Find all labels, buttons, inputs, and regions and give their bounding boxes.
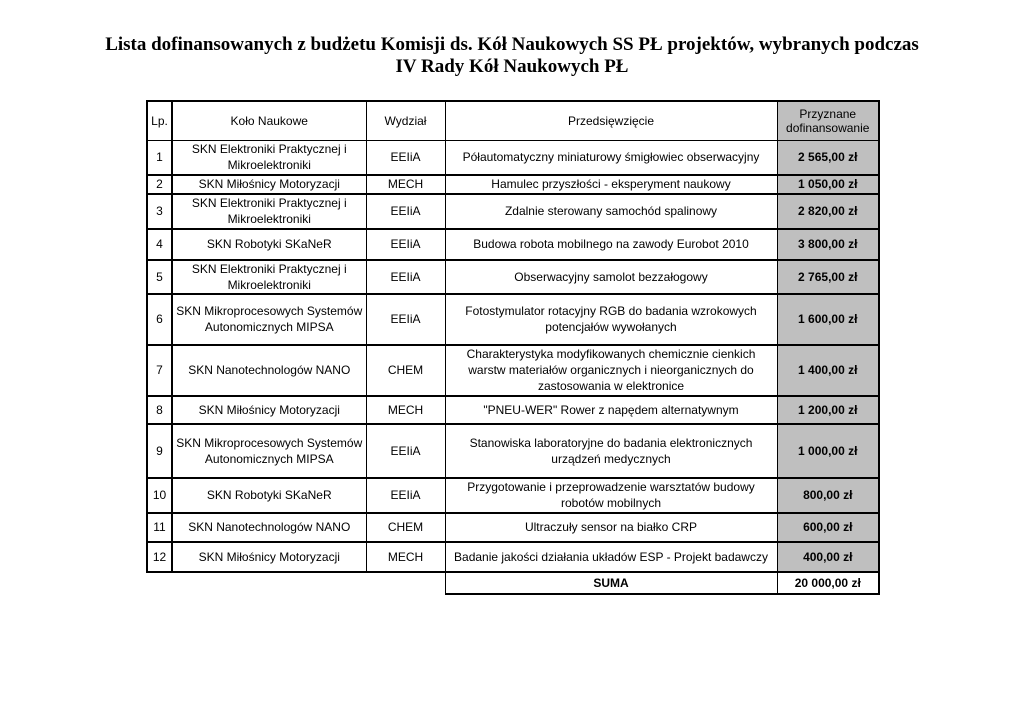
row-kolo: SKN Nanotechnologów NANO bbox=[172, 345, 366, 396]
row-przedsiewziecie: Budowa robota mobilnego na zawody Eurobot 2010 bbox=[445, 229, 777, 260]
row-lp: 7 bbox=[147, 345, 172, 396]
row-wydzial: CHEM bbox=[366, 513, 445, 542]
header-wydzial: Wydział bbox=[366, 101, 445, 141]
table-row bbox=[147, 345, 879, 396]
table-row bbox=[147, 194, 879, 229]
row-kolo: SKN Miłośnicy Motoryzacji bbox=[172, 542, 366, 572]
row-wydzial: CHEM bbox=[366, 345, 445, 396]
table-row bbox=[147, 424, 879, 478]
row-kolo: SKN Elektroniki Praktycznej i Mikroelektroniki bbox=[172, 141, 366, 175]
row-kolo: SKN Miłośnicy Motoryzacji bbox=[172, 175, 366, 194]
row-wydzial: EEIiA bbox=[366, 229, 445, 260]
row-kwota: 3 800,00 zł bbox=[777, 229, 879, 260]
table-header-row bbox=[147, 101, 879, 141]
title-line-2: IV Rady Kół Naukowych PŁ bbox=[395, 56, 629, 77]
row-przedsiewziecie: Hamulec przyszłości - eksperyment naukowy bbox=[445, 175, 777, 194]
row-przedsiewziecie: "PNEU-WER" Rower z napędem alternatywnym bbox=[445, 396, 777, 424]
row-lp: 10 bbox=[147, 478, 172, 513]
row-wydzial: EEIiA bbox=[366, 194, 445, 229]
row-przedsiewziecie: Półautomatyczny miniaturowy śmigłowiec obserwacyjny bbox=[445, 141, 777, 175]
row-przedsiewziecie: Zdalnie sterowany samochód spalinowy bbox=[445, 194, 777, 229]
funding-table bbox=[146, 100, 880, 595]
row-wydzial: MECH bbox=[366, 396, 445, 424]
row-wydzial: EEIiA bbox=[366, 478, 445, 513]
row-wydzial: EEIiA bbox=[366, 424, 445, 478]
sum-label: SUMA bbox=[445, 572, 777, 594]
row-kwota: 400,00 zł bbox=[777, 542, 879, 572]
row-przedsiewziecie: Obserwacyjny samolot bezzałogowy bbox=[445, 260, 777, 294]
row-przedsiewziecie: Ultraczuły sensor na białko CRP bbox=[445, 513, 777, 542]
row-przedsiewziecie: Charakterystyka modyfikowanych chemicznie cienkich warstw materiałów organicznych i nieorganicznych do zastosowania w elektronice bbox=[445, 345, 777, 396]
row-kolo: SKN Mikroprocesowych Systemów Autonomicznych MIPSA bbox=[172, 294, 366, 345]
table-row bbox=[147, 396, 879, 424]
row-kolo: SKN Miłośnicy Motoryzacji bbox=[172, 396, 366, 424]
header-kolo: Koło Naukowe bbox=[172, 101, 366, 141]
table-row bbox=[147, 141, 879, 175]
table-row bbox=[147, 229, 879, 260]
row-wydzial: MECH bbox=[366, 175, 445, 194]
row-kwota: 1 050,00 zł bbox=[777, 175, 879, 194]
row-lp: 3 bbox=[147, 194, 172, 229]
row-kwota: 2 565,00 zł bbox=[777, 141, 879, 175]
row-kwota: 1 400,00 zł bbox=[777, 345, 879, 396]
row-kolo: SKN Elektroniki Praktycznej i Mikroelektroniki bbox=[172, 260, 366, 294]
document-title bbox=[60, 34, 964, 78]
row-lp: 8 bbox=[147, 396, 172, 424]
header-kwota: Przyznane dofinansowanie bbox=[777, 101, 879, 141]
row-kwota: 1 200,00 zł bbox=[777, 396, 879, 424]
row-lp: 1 bbox=[147, 141, 172, 175]
row-lp: 4 bbox=[147, 229, 172, 260]
row-lp: 9 bbox=[147, 424, 172, 478]
table-row bbox=[147, 175, 879, 194]
row-kwota: 1 000,00 zł bbox=[777, 424, 879, 478]
row-lp: 6 bbox=[147, 294, 172, 345]
row-kolo: SKN Mikroprocesowych Systemów Autonomicznych MIPSA bbox=[172, 424, 366, 478]
row-lp: 12 bbox=[147, 542, 172, 572]
row-lp: 5 bbox=[147, 260, 172, 294]
title-line-1: Lista dofinansowanych z budżetu Komisji ds. Kół Naukowych SS PŁ projektów, wybranych podczas bbox=[105, 34, 919, 55]
table-row bbox=[147, 478, 879, 513]
table-row bbox=[147, 294, 879, 345]
row-kwota: 600,00 zł bbox=[777, 513, 879, 542]
row-lp: 2 bbox=[147, 175, 172, 194]
row-przedsiewziecie: Badanie jakości działania układów ESP - Projekt badawczy bbox=[445, 542, 777, 572]
row-wydzial: EEIiA bbox=[366, 294, 445, 345]
row-kwota: 2 765,00 zł bbox=[777, 260, 879, 294]
row-kolo: SKN Elektroniki Praktycznej i Mikroelektroniki bbox=[172, 194, 366, 229]
row-kolo: SKN Robotyki SKaNeR bbox=[172, 229, 366, 260]
row-przedsiewziecie: Stanowiska laboratoryjne do badania elektronicznych urządzeń medycznych bbox=[445, 424, 777, 478]
header-lp: Lp. bbox=[147, 101, 172, 141]
row-kwota: 1 600,00 zł bbox=[777, 294, 879, 345]
sum-value: 20 000,00 zł bbox=[777, 572, 879, 594]
table-row bbox=[147, 542, 879, 572]
row-przedsiewziecie: Przygotowanie i przeprowadzenie warsztatów budowy robotów mobilnych bbox=[445, 478, 777, 513]
header-przedsiewziecie: Przedsięwzięcie bbox=[445, 101, 777, 141]
table-row bbox=[147, 260, 879, 294]
row-przedsiewziecie: Fotostymulator rotacyjny RGB do badania wzrokowych potencjałów wywołanych bbox=[445, 294, 777, 345]
sum-row bbox=[147, 572, 879, 594]
row-kwota: 800,00 zł bbox=[777, 478, 879, 513]
row-lp: 11 bbox=[147, 513, 172, 542]
row-wydzial: EEIiA bbox=[366, 141, 445, 175]
row-kolo: SKN Nanotechnologów NANO bbox=[172, 513, 366, 542]
table-row bbox=[147, 513, 879, 542]
row-wydzial: EEIiA bbox=[366, 260, 445, 294]
row-kwota: 2 820,00 zł bbox=[777, 194, 879, 229]
row-wydzial: MECH bbox=[366, 542, 445, 572]
row-kolo: SKN Robotyki SKaNeR bbox=[172, 478, 366, 513]
